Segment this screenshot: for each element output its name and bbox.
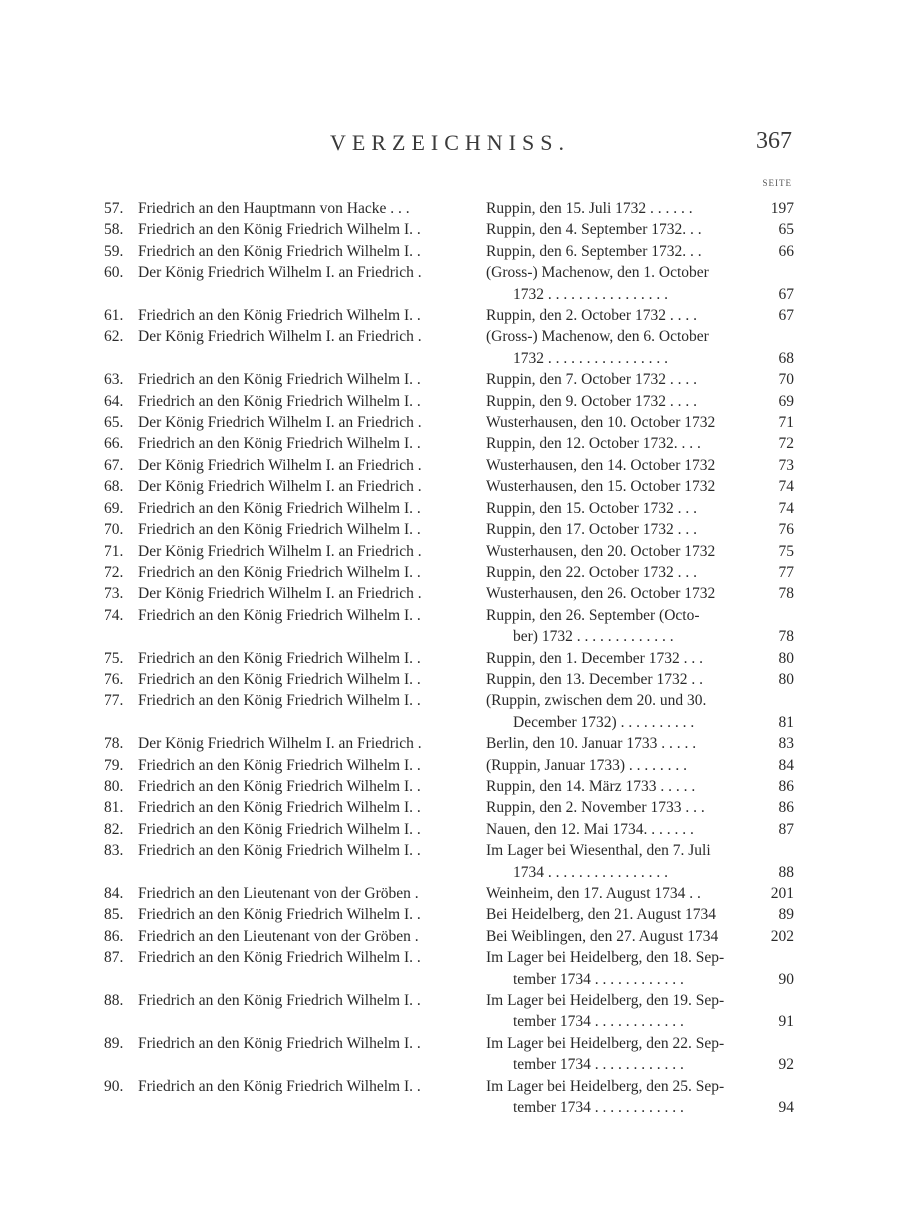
entry-place-date [486,819,754,840]
toc-entry [104,519,794,540]
toc-entry [104,219,794,240]
entry-place-date [486,1033,754,1076]
entry-place-date [486,755,754,776]
entry-number: 78. [104,735,124,753]
place-line: Im Lager bei Heidelberg, den 22. Sep- [486,1034,725,1052]
toc-entry [104,455,794,476]
entry-number: 58. [104,221,124,239]
toc-entry [104,583,794,604]
entry-recipient: Friedrich an den König Friedrich Wilhelm I. . [138,435,421,453]
entry-recipient: Friedrich an den König Friedrich Wilhelm I. . [138,371,421,389]
place-line: Ruppin, den 15. Juli 1732 . . . . . . [486,200,693,217]
entry-place-date [486,904,754,925]
entry-page: 70 [778,371,794,389]
toc-entry [104,883,794,904]
entry-page: 86 [778,799,794,817]
entry-place-date [486,583,754,604]
entry-number: 81. [104,799,124,817]
entry-page: 66 [778,242,794,260]
place-line: ber) 1732 . . . . . . . . . . . . . [513,628,674,646]
entry-recipient: Friedrich an den Lieutenant von der Gröben . [138,885,419,902]
entry-recipient: Friedrich an den Hauptmann von Hacke . . . [138,200,410,217]
entry-recipient: Friedrich an den König Friedrich Wilhelm I. . [138,563,421,581]
entry-number: 59. [104,242,124,260]
entry-place-date [486,305,754,326]
entry-recipient: Der König Friedrich Wilhelm I. an Friedrich . [138,264,422,282]
toc-entry [104,755,794,776]
entry-place-date [486,648,754,669]
toc-entry [104,241,794,262]
place-line: Ruppin, den 22. October 1732 . . . [486,563,697,581]
entry-page: 75 [778,542,794,560]
toc-entry [104,690,794,733]
place-line: Ruppin, den 4. September 1732. . . [486,221,702,239]
entry-page: 94 [778,1099,794,1117]
toc-entry [104,412,794,433]
entry-recipient: Der König Friedrich Wilhelm I. an Friedrich . [138,414,422,432]
place-line: December 1732) . . . . . . . . . . [513,713,695,731]
place-line: Ruppin, den 2. November 1733 . . . [486,799,705,817]
place-line: tember 1734 . . . . . . . . . . . . [513,1099,684,1117]
entry-place-date [486,926,754,947]
place-line: Wusterhausen, den 10. October 1732 [486,414,716,432]
place-line: Ruppin, den 12. October 1732. . . . [486,435,701,453]
entry-recipient: Friedrich an den König Friedrich Wilhelm I. . [138,221,421,239]
place-line: Im Lager bei Heidelberg, den 19. Sep- [486,992,725,1010]
entry-place-date [486,198,754,219]
entry-number: 89. [104,1034,124,1052]
entry-recipient: Friedrich an den König Friedrich Wilhelm I. . [138,606,421,624]
place-line: Bei Weiblingen, den 27. August 1734 [486,927,719,945]
entry-page: 74 [778,478,794,496]
entry-number: 90. [104,1077,124,1095]
toc-entry [104,369,794,390]
toc-entry [104,797,794,818]
toc-entry [104,605,794,648]
place-line: 1734 . . . . . . . . . . . . . . . . [513,863,668,881]
entry-recipient: Friedrich an den König Friedrich Wilhelm I. . [138,670,421,688]
entry-recipient: Der König Friedrich Wilhelm I. an Friedrich . [138,328,422,346]
entry-recipient: Friedrich an den König Friedrich Wilhelm I. . [138,242,421,260]
entry-number: 69. [104,499,124,517]
entry-number: 57. [104,200,124,217]
entry-place-date [486,690,754,733]
place-line: tember 1734 . . . . . . . . . . . . [513,970,684,988]
place-line: Wusterhausen, den 15. October 1732 [486,478,716,496]
entry-number: 76. [104,670,124,688]
toc-entry [104,541,794,562]
entry-number: 67. [104,456,124,474]
place-line: 1732 . . . . . . . . . . . . . . . . [513,349,668,367]
entry-recipient: Der König Friedrich Wilhelm I. an Friedrich . [138,735,422,753]
entry-number: 77. [104,692,124,710]
entry-number: 61. [104,307,124,325]
place-line: Wusterhausen, den 26. October 1732 [486,585,716,603]
entry-place-date [486,840,754,883]
entry-page: 90 [778,970,794,988]
entry-recipient: Friedrich an den König Friedrich Wilhelm I. . [138,692,421,710]
entry-page: 80 [778,670,794,688]
entry-place-date [486,541,754,562]
toc-entry [104,819,794,840]
entry-recipient: Der König Friedrich Wilhelm I. an Friedrich . [138,585,422,603]
entry-number: 85. [104,906,124,924]
place-line: Im Lager bei Heidelberg, den 25. Sep- [486,1077,725,1095]
place-line: Ruppin, den 1. December 1732 . . . [486,649,703,667]
entry-number: 82. [104,820,124,838]
place-line: Ruppin, den 26. September (Octo- [486,606,700,624]
entry-page: 197 [770,200,794,217]
toc-entry [104,305,794,326]
entry-number: 72. [104,563,124,581]
toc-entry [104,498,794,519]
entry-place-date [486,605,754,648]
entry-place-date [486,391,754,412]
entry-number: 84. [104,885,124,902]
toc-entry [104,669,794,690]
entry-place-date [486,498,754,519]
entry-place-date [486,262,754,305]
place-line: Ruppin, den 2. October 1732 . . . . [486,307,697,325]
place-line: (Gross-) Machenow, den 1. October [486,264,709,282]
place-line: Berlin, den 10. Januar 1733 . . . . . [486,735,697,753]
entry-place-date [486,669,754,690]
place-line: Nauen, den 12. Mai 1734. . . . . . . [486,820,694,838]
entry-place-date [486,412,754,433]
entry-page: 65 [778,221,794,239]
place-line: tember 1734 . . . . . . . . . . . . [513,1056,684,1074]
toc-entry [104,840,794,883]
entry-page: 87 [778,820,794,838]
entry-number: 71. [104,542,124,560]
entry-page: 67 [778,307,794,325]
entry-page: 83 [778,735,794,753]
entry-place-date [486,219,754,240]
entry-recipient: Friedrich an den König Friedrich Wilhelm I. . [138,649,421,667]
entry-number: 68. [104,478,124,496]
entry-page: 69 [778,392,794,410]
toc-entry [104,562,794,583]
place-line: Ruppin, den 7. October 1732 . . . . [486,371,697,389]
entry-place-date [486,326,754,369]
entry-place-date [486,455,754,476]
toc-entry [104,904,794,925]
entry-recipient: Friedrich an den König Friedrich Wilhelm I. . [138,906,421,924]
place-line: 1732 . . . . . . . . . . . . . . . . [513,285,668,303]
entry-page: 201 [770,885,794,902]
entry-recipient: Der König Friedrich Wilhelm I. an Friedrich . [138,456,422,474]
toc-entry [104,262,794,305]
place-line: (Ruppin, Januar 1733) . . . . . . . . [486,756,688,774]
toc-entry [104,947,794,990]
entry-number: 62. [104,328,124,346]
entry-recipient: Friedrich an den König Friedrich Wilhelm I. . [138,777,421,795]
entry-page: 202 [770,927,794,945]
place-line: (Ruppin, zwischen dem 20. und 30. [486,692,707,710]
entry-place-date [486,519,754,540]
entry-number: 63. [104,371,124,389]
entry-place-date [486,947,754,990]
seite-label: SEITE [762,178,792,188]
entry-number: 60. [104,264,124,282]
entry-number: 66. [104,435,124,453]
entry-place-date [486,562,754,583]
place-line: Ruppin, den 17. October 1732 . . . [486,521,697,539]
entry-page: 88 [778,863,794,881]
entry-page: 68 [778,349,794,367]
entry-recipient: Friedrich an den König Friedrich Wilhelm I. . [138,307,421,325]
entry-place-date [486,476,754,497]
entry-page: 74 [778,499,794,517]
toc-entry [104,326,794,369]
entry-number: 65. [104,414,124,432]
entry-number: 80. [104,777,124,795]
entry-page: 73 [778,456,794,474]
entry-page: 84 [778,756,794,774]
entry-page: 78 [778,628,794,646]
toc-entry [104,926,794,947]
entry-place-date [486,776,754,797]
entry-recipient: Friedrich an den König Friedrich Wilhelm I. . [138,842,421,860]
entry-recipient: Friedrich an den König Friedrich Wilhelm I. . [138,799,421,817]
entry-recipient: Friedrich an den König Friedrich Wilhelm I. . [138,992,421,1010]
entry-place-date [486,797,754,818]
place-line: Im Lager bei Wiesenthal, den 7. Juli [486,842,711,860]
entry-number: 74. [104,606,124,624]
toc-entry [104,1033,794,1076]
entry-recipient: Friedrich an den Lieutenant von der Gröben . [138,927,419,945]
entry-page: 81 [778,713,794,731]
entry-page: 78 [778,585,794,603]
entry-number: 70. [104,521,124,539]
toc-entry [104,733,794,754]
entry-page: 72 [778,435,794,453]
place-line: Ruppin, den 14. März 1733 . . . . . [486,777,696,795]
place-line: Ruppin, den 15. October 1732 . . . [486,499,697,517]
table-of-contents [104,198,794,1118]
toc-entry [104,198,794,219]
entry-number: 64. [104,392,124,410]
entry-recipient: Friedrich an den König Friedrich Wilhelm I. . [138,392,421,410]
place-line: Ruppin, den 6. September 1732. . . [486,242,702,260]
entry-place-date [486,990,754,1033]
entry-number: 86. [104,927,124,945]
entry-number: 73. [104,585,124,603]
entry-place-date [486,1076,754,1119]
entry-page: 77 [778,563,794,581]
entry-recipient: Friedrich an den König Friedrich Wilhelm I. . [138,820,421,838]
entry-page: 71 [778,414,794,432]
entry-place-date [486,733,754,754]
entry-number: 88. [104,992,124,1010]
entry-number: 75. [104,649,124,667]
entry-page: 80 [778,649,794,667]
toc-entry [104,990,794,1033]
entry-page: 89 [778,906,794,924]
entry-recipient: Friedrich an den König Friedrich Wilhelm I. . [138,1077,421,1095]
entry-recipient: Der König Friedrich Wilhelm I. an Friedrich . [138,542,422,560]
toc-entry [104,776,794,797]
entry-page: 76 [778,521,794,539]
toc-entry [104,1076,794,1119]
entry-number: 83. [104,842,124,860]
page-number: 367 [756,128,792,154]
entry-recipient: Friedrich an den König Friedrich Wilhelm I. . [138,499,421,517]
entry-recipient: Friedrich an den König Friedrich Wilhelm I. . [138,521,421,539]
place-line: Ruppin, den 13. December 1732 . . [486,670,703,688]
place-line: Ruppin, den 9. October 1732 . . . . [486,392,697,410]
entry-recipient: Friedrich an den König Friedrich Wilhelm I. . [138,756,421,774]
place-line: Wusterhausen, den 20. October 1732 [486,542,716,560]
entry-place-date [486,241,754,262]
place-line: Weinheim, den 17. August 1734 . . [486,885,701,902]
place-line: Wusterhausen, den 14. October 1732 [486,456,716,474]
entry-recipient: Der König Friedrich Wilhelm I. an Friedrich . [138,478,422,496]
place-line: Im Lager bei Heidelberg, den 18. Sep- [486,949,725,967]
entry-page: 67 [778,285,794,303]
entry-recipient: Friedrich an den König Friedrich Wilhelm I. . [138,949,421,967]
entry-place-date [486,883,754,904]
toc-entry [104,391,794,412]
entry-recipient: Friedrich an den König Friedrich Wilhelm I. . [138,1034,421,1052]
entry-page: 91 [778,1013,794,1031]
entry-number: 79. [104,756,124,774]
page-title: VERZEICHNISS. [330,130,570,155]
toc-entry [104,433,794,454]
entry-page: 86 [778,777,794,795]
entry-place-date [486,369,754,390]
entry-place-date [486,433,754,454]
entry-page: 92 [778,1056,794,1074]
place-line: (Gross-) Machenow, den 6. October [486,328,709,346]
toc-entry [104,476,794,497]
entry-number: 87. [104,949,124,967]
toc-entry [104,648,794,669]
place-line: Bei Heidelberg, den 21. August 1734 [486,906,717,924]
place-line: tember 1734 . . . . . . . . . . . . [513,1013,684,1031]
